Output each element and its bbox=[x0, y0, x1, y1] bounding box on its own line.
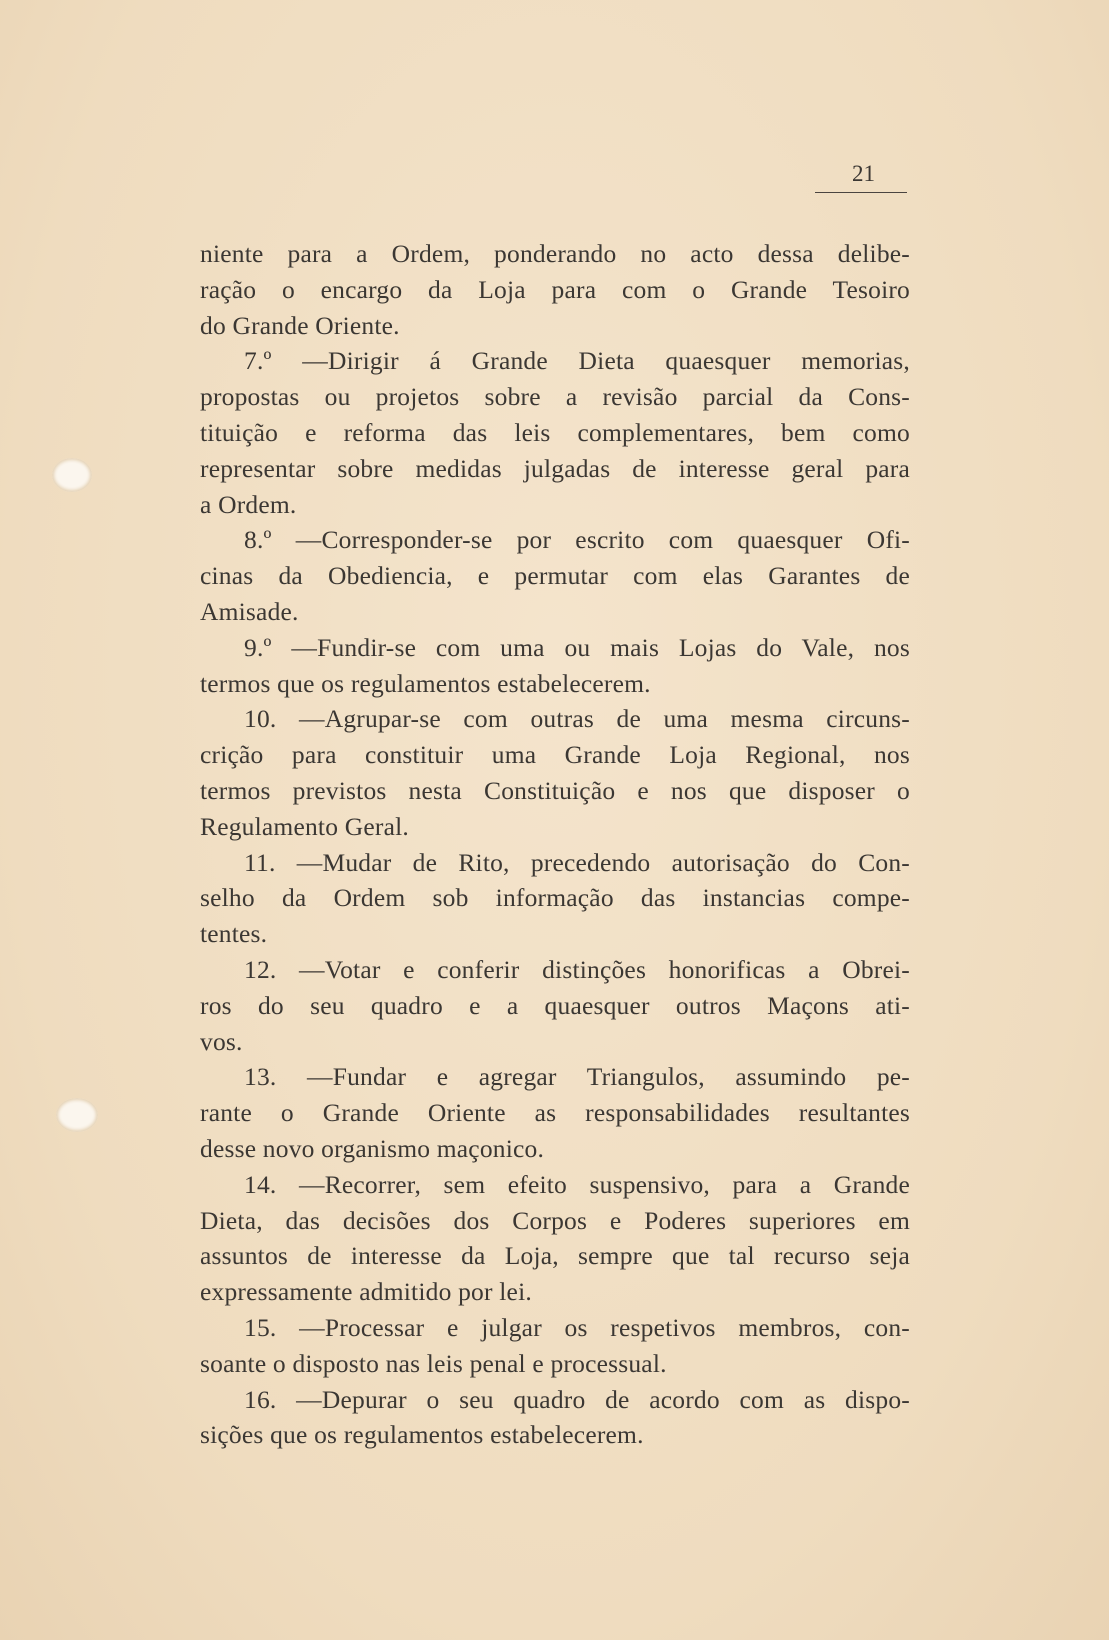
text-line: crição para constituir uma Grande Loja Regional, nos bbox=[200, 740, 910, 770]
text-line: tituição e reforma das leis complementares, bem como bbox=[200, 417, 910, 447]
text-line: 15. —Processar e julgar os respetivos membros, con- bbox=[244, 1312, 910, 1342]
text-line: sições que os regulamentos estabelecerem. bbox=[200, 1420, 644, 1450]
text-line: 14. —Recorrer, sem efeito suspensivo, para a Grande bbox=[244, 1169, 910, 1199]
text-line: rante o Grande Oriente as responsabilidades resultantes bbox=[200, 1098, 910, 1128]
text-line: ros do seu quadro e a quaesquer outros Maçons ati- bbox=[200, 990, 910, 1020]
text-line: do Grande Oriente. bbox=[200, 310, 400, 340]
text-line: vos. bbox=[200, 1026, 243, 1056]
page-header bbox=[815, 160, 907, 193]
text-line: Dieta, das decisões dos Corpos e Poderes superiores em bbox=[200, 1205, 910, 1235]
text-line: Regulamento Geral. bbox=[200, 811, 409, 841]
text-line: 7.º —Dirigir á Grande Dieta quaesquer memorias, bbox=[244, 346, 910, 376]
text-line: propostas ou projetos sobre a revisão parcial da Cons- bbox=[200, 382, 910, 412]
punch-hole-lower bbox=[56, 1098, 98, 1132]
text-line: representar sobre medidas julgadas de interesse geral para bbox=[200, 453, 910, 483]
body-text bbox=[200, 236, 910, 1453]
text-line: desse novo organismo maçonico. bbox=[200, 1133, 545, 1163]
text-line: 11. —Mudar de Rito, precedendo autorisação do Con- bbox=[244, 847, 910, 877]
text-line: 8.º —Corresponder-se por escrito com quaesquer Ofi- bbox=[244, 525, 910, 555]
text-line: soante o disposto nas leis penal e processual. bbox=[200, 1348, 667, 1378]
text-line: 10. —Agrupar-se com outras de uma mesma circuns- bbox=[244, 704, 910, 734]
page-number: 21 bbox=[852, 161, 875, 186]
text-line: assuntos de interesse da Loja, sempre que tal recurso seja bbox=[200, 1241, 910, 1271]
text-line: tentes. bbox=[200, 919, 268, 949]
text-line: termos que os regulamentos estabelecerem. bbox=[200, 668, 651, 698]
text-line: 12. —Votar e conferir distinções honorificas a Obrei- bbox=[244, 954, 910, 984]
text-line: Amisade. bbox=[200, 596, 299, 626]
text-line: 9.º —Fundir-se com uma ou mais Lojas do Vale, nos bbox=[244, 632, 910, 662]
text-line: cinas da Obediencia, e permutar com elas Garantes de bbox=[200, 561, 910, 591]
text-line: expressamente admitido por lei. bbox=[200, 1277, 532, 1307]
page-number-rule bbox=[815, 192, 907, 193]
text-line: ração o encargo da Loja para com o Grande Tesoiro bbox=[200, 274, 910, 304]
text-line: niente para a Ordem, ponderando no acto dessa delibe- bbox=[200, 239, 910, 268]
punch-hole-upper bbox=[52, 458, 92, 492]
text-line: 13. —Fundar e agregar Triangulos, assumindo pe- bbox=[244, 1062, 910, 1092]
text-line: termos previstos nesta Constituição e nos que disposer o bbox=[200, 775, 910, 805]
text-line: 16. —Depurar o seu quadro de acordo com as dispo- bbox=[244, 1384, 910, 1414]
text-line: a Ordem. bbox=[200, 489, 297, 519]
text-line: selho da Ordem sob informação das instancias compe- bbox=[200, 883, 910, 913]
